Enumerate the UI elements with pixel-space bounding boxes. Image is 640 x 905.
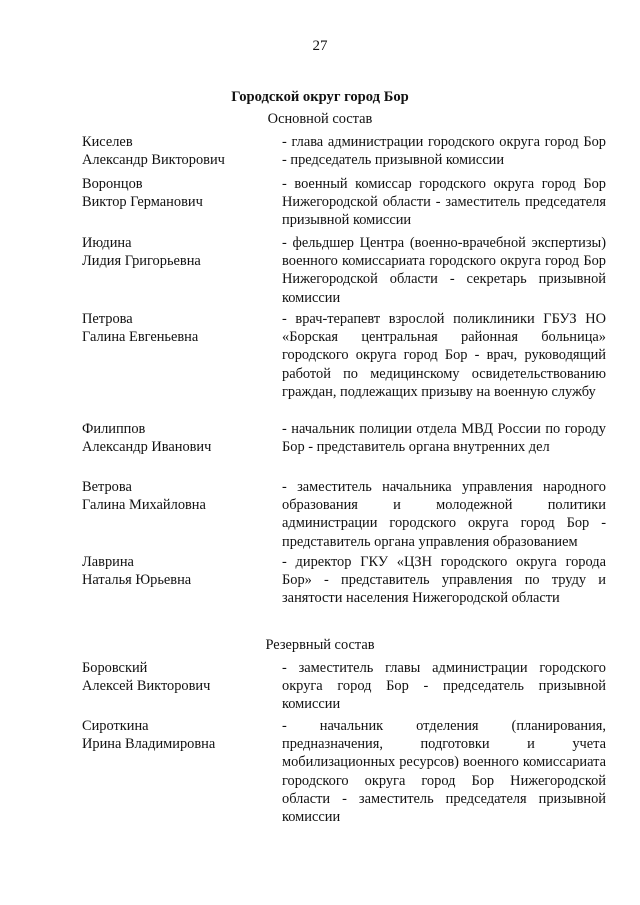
member-name: [82, 133, 272, 169]
member-surname: Боровский: [82, 660, 148, 676]
member-role: - начальник полиции отдела МВД России по городу Бор - представитель органа внутренних дел: [282, 421, 606, 456]
member-given-names: Александр Викторович: [82, 152, 225, 169]
member-role: - глава администрации городского округа город Бор - председатель призывной комиссии: [282, 134, 606, 169]
member-surname: Ветрова: [82, 479, 132, 495]
member-surname: Июдина: [82, 235, 132, 251]
member-name: [82, 234, 272, 270]
member-role: - фельдшер Центра (военно-врачебной экспертизы) военного комиссариата городского округа город Бор Нижегородской области - секретарь призывной комиссии: [282, 235, 606, 306]
member-surname: Киселев: [82, 134, 133, 150]
page-number: 27: [312, 38, 328, 54]
member-role: - врач-терапевт взрослой поликлиники ГБУЗ НО «Борская центральная районная больница» городского округа город Бор - врач, руководящий работой по медицинскому освидетельствованию граждан, подлежащих призыву на военную службу: [282, 311, 606, 400]
main-section-heading: Основной состав: [267, 111, 373, 127]
member-role: - заместитель главы администрации городского округа город Бор - председатель призывной комиссии: [282, 660, 606, 713]
member-name: [82, 553, 272, 589]
member-surname: Петрова: [82, 311, 133, 327]
member-surname: Воронцов: [82, 176, 143, 192]
member-given-names: Алексей Викторович: [82, 678, 211, 695]
member-name: [82, 659, 272, 695]
member-given-names: Виктор Германович: [82, 194, 203, 211]
member-role: - заместитель начальника управления народного образования и молодежной политики администрации городского округа город Бор - представитель органа управления образованием: [282, 479, 606, 550]
member-given-names: Галина Евгеньевна: [82, 329, 199, 346]
member-role: - директор ГКУ «ЦЗН городского округа города Бор» - представитель управления по труду и занятости населения Нижегородской области: [282, 554, 606, 607]
member-name: [82, 175, 272, 211]
member-given-names: Наталья Юрьевна: [82, 572, 192, 589]
member-given-names: Александр Иванович: [82, 439, 212, 456]
reserve-section-heading: Резервный состав: [265, 637, 375, 653]
member-given-names: Ирина Владимировна: [82, 736, 216, 753]
member-given-names: Галина Михайловна: [82, 497, 206, 514]
member-surname: Филиппов: [82, 421, 146, 437]
member-surname: Сироткина: [82, 718, 149, 734]
document-title: Городской округ город Бор: [231, 89, 409, 105]
member-name: [82, 420, 272, 456]
member-name: [82, 717, 272, 753]
member-given-names: Лидия Григорьевна: [82, 253, 201, 270]
member-role: - военный комиссар городского округа город Бор Нижегородской области - заместитель председателя призывной комиссии: [282, 176, 606, 229]
member-name: [82, 478, 272, 514]
member-name: [82, 310, 272, 346]
member-surname: Лаврина: [82, 554, 134, 570]
member-role: - начальник отделения (планирования, предназначения, подготовки и учета мобилизационных ресурсов) военного комиссариата городского округа город Бор Нижегородской области - заместитель председателя призывной комиссии: [282, 718, 606, 826]
